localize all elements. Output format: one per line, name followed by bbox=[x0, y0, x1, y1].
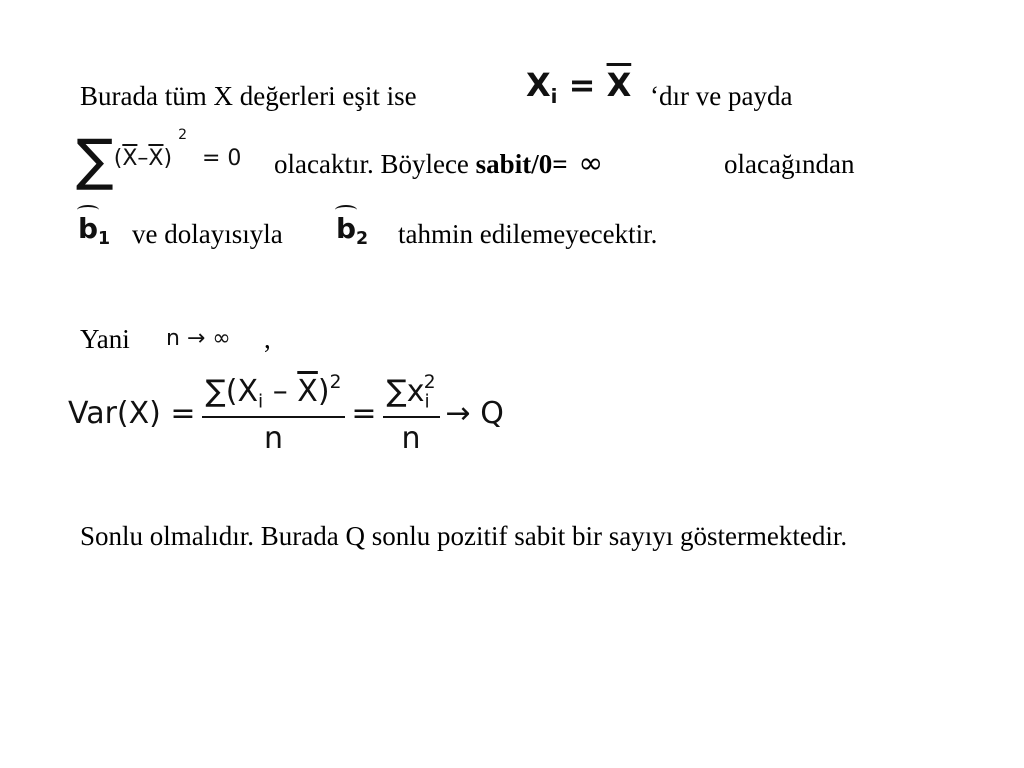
text-line-2-end bbox=[724, 148, 854, 180]
b2-hat bbox=[336, 212, 368, 249]
b1-letter: b bbox=[78, 212, 99, 245]
fraction-1-denominator: n bbox=[263, 420, 283, 456]
b1-sub: 1 bbox=[98, 229, 111, 250]
frac1-sub: i bbox=[258, 391, 264, 413]
formula-arrow-q: → Q bbox=[445, 396, 504, 432]
frac2-sub: i bbox=[424, 391, 430, 413]
sum-a: $\overline{X}$ bbox=[122, 146, 138, 171]
line1-text-b: ‘dır ve payda bbox=[650, 81, 793, 111]
limit-n-to-infinity bbox=[166, 326, 231, 351]
conclusion-paragraph: Sonlu olmalıdır. Burada Q sonlu pozitif sabit bir sayıyı göstermektedir. bbox=[80, 521, 848, 551]
fraction-1-numerator bbox=[202, 372, 346, 418]
text-line-1 bbox=[80, 80, 417, 112]
text-line-2 bbox=[274, 148, 603, 180]
eq-lhs-sub: i bbox=[550, 84, 558, 108]
formula-lhs: Var(X) = bbox=[68, 396, 196, 432]
text-line-1-end bbox=[650, 80, 792, 112]
line3-text-b: tahmin edilemeyecektir. bbox=[398, 219, 658, 249]
text-line-3-end bbox=[398, 218, 657, 250]
frac1-sum: ∑(X bbox=[205, 374, 259, 410]
b2-sub: 2 bbox=[356, 229, 369, 250]
line4-text-a: Yani bbox=[80, 324, 130, 354]
line4-comma: , bbox=[264, 324, 271, 354]
b2-letter: b bbox=[336, 212, 357, 245]
sum-eq: = 0 bbox=[202, 146, 242, 171]
line3-text-a: ve dolayısıyla bbox=[132, 219, 283, 249]
sum-b: $\overline{X}$ bbox=[148, 146, 164, 171]
eq-rhs: $\overline{X}$ bbox=[606, 66, 632, 104]
fraction-2-denominator: n bbox=[401, 420, 421, 456]
frac1-exp: 2 bbox=[329, 372, 342, 393]
sum-close: ) bbox=[163, 146, 173, 171]
text-line-4 bbox=[80, 323, 130, 355]
frac1-minus: – bbox=[263, 374, 298, 410]
line2-text-a: olacaktır. Böylece bbox=[274, 149, 469, 179]
formula-eq: = bbox=[351, 396, 377, 432]
eq-lhs: X bbox=[526, 66, 551, 104]
fraction-2-numerator bbox=[383, 372, 440, 418]
sum-sign: ∑ bbox=[76, 128, 114, 193]
sum-minus: – bbox=[137, 146, 149, 171]
sum-of-squares-equation bbox=[76, 128, 241, 193]
fraction-2 bbox=[383, 372, 440, 456]
frac1-bar: $\overline{X}$ bbox=[297, 374, 318, 410]
frac2-sum: ∑x bbox=[386, 374, 425, 410]
variance-formula bbox=[68, 372, 504, 456]
fraction-1 bbox=[202, 372, 346, 456]
line1-text-a: Burada tüm X değerleri eşit ise bbox=[80, 81, 417, 111]
infinity-symbol: ∞ bbox=[578, 146, 604, 181]
comma bbox=[264, 323, 271, 355]
eq-op: = bbox=[568, 66, 596, 104]
sum-open: ( bbox=[113, 146, 123, 171]
b1-hat bbox=[78, 212, 110, 249]
equation-xi-equals-xbar bbox=[526, 66, 631, 108]
line2-bold: sabit/0= bbox=[475, 149, 568, 179]
line2-text-b: olacağından bbox=[724, 149, 855, 179]
sum-exp: 2 bbox=[178, 127, 187, 143]
frac2-exp: 2 bbox=[423, 372, 436, 393]
frac1-close: ) bbox=[317, 374, 330, 410]
limit-expression: n → ∞ bbox=[166, 326, 231, 351]
text-line-3 bbox=[132, 218, 283, 250]
